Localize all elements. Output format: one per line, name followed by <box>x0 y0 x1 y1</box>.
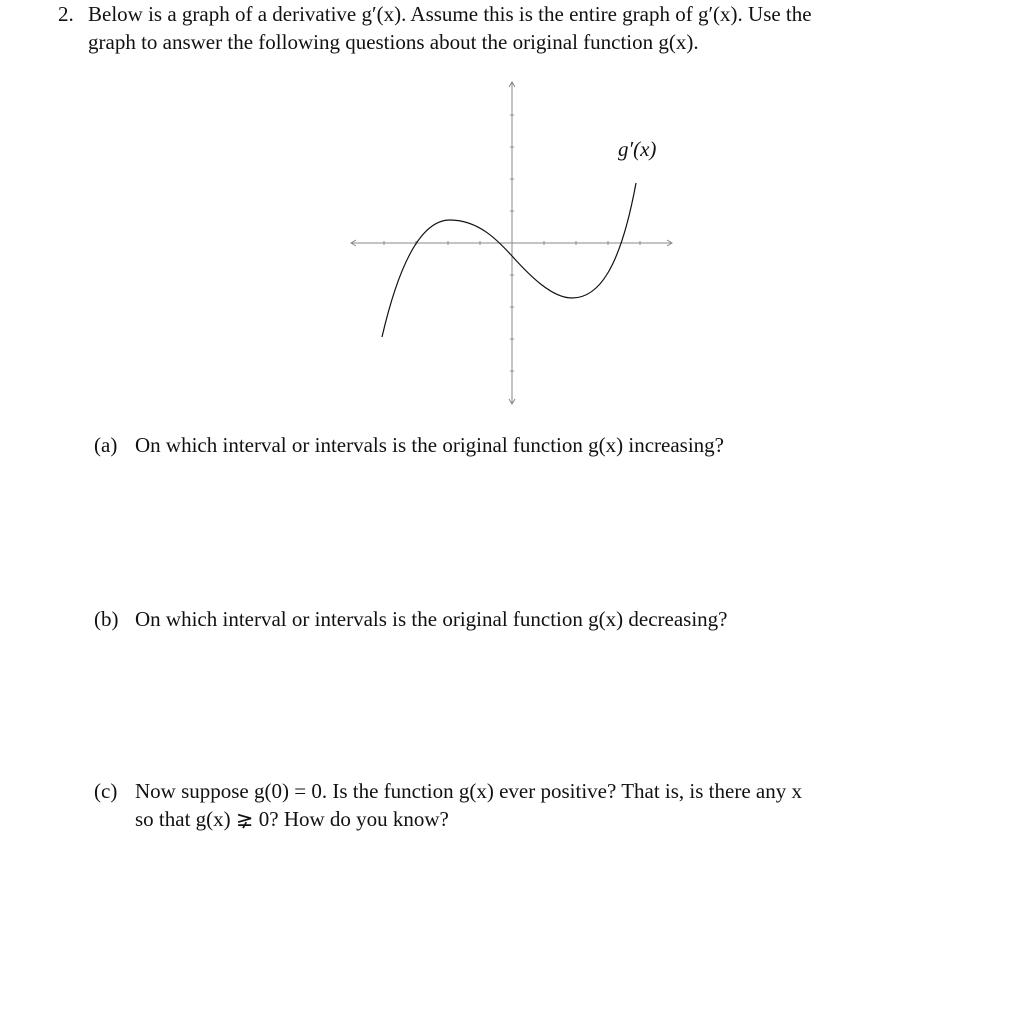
part-c-label: (c) <box>94 779 118 803</box>
part-b-question: On which interval or intervals is the original function g(x) decreasing? <box>135 607 728 631</box>
curve-label: g′(x) <box>618 137 657 161</box>
part-b-label: (b) <box>94 607 119 631</box>
problem-intro-line-1: Below is a graph of a derivative g′(x). Assume this is the entire graph of g′(x). Use the <box>88 2 812 26</box>
derivative-curve <box>382 183 636 337</box>
part-c-question-line-2: so that g(x) ⪈ 0? How do you know? <box>135 807 449 831</box>
part-c-question-line-1: Now suppose g(0) = 0. Is the function g(x) ever positive? That is, is there any x <box>135 779 802 803</box>
part-a-label: (a) <box>94 433 118 457</box>
part-a-question: On which interval or intervals is the original function g(x) increasing? <box>135 433 724 457</box>
problem-intro-line-2: graph to answer the following questions about the original function g(x). <box>88 30 699 54</box>
problem-number: 2. <box>58 2 74 26</box>
